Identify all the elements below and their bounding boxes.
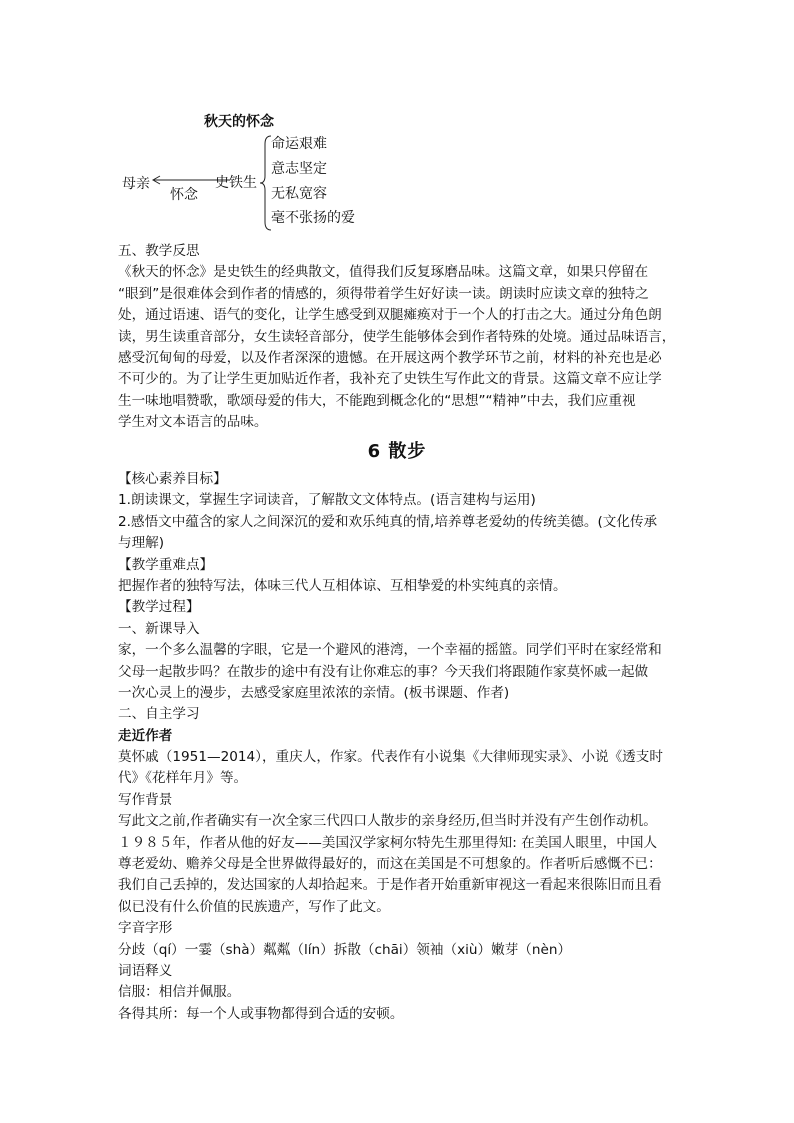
pinyin-line: 分歧（qí）一霎（shà）粼粼（lín）拆散（chāi）领袖（xiù）嫩芽（nèn） (118, 941, 572, 958)
diagram-title: 秋天的怀念 (204, 114, 274, 130)
reflection-line: 生一味地唱赞歌，歌颂母爱的伟大，不能跑到概念化的“思想”“精神”中去，我们应重视 (118, 392, 636, 409)
reflection-line: 感受沉甸甸的母爱，以及作者深深的遗憾。在开展这两个教学环节之前，材料的补充也是必 (118, 349, 662, 366)
reflection-section (118, 241, 684, 434)
lesson-line: 1.朗读课文，掌握生字词读音，了解散文文体特点。(语言建构与运用) (118, 492, 536, 509)
lesson-line: 尊老爱幼、赡养父母是全世界做得最好的，而这在美国是不可想象的。作者听后感慨不已： (118, 856, 662, 873)
lesson-line: 2.感悟文中蕴含的家人之间深沉的爱和欢乐纯真的情,培养尊老爱幼的传统美德。(文化传承 (118, 513, 658, 530)
subsection-label: 走近作者 (118, 727, 173, 744)
lesson-title: 6 散步 (367, 441, 427, 462)
reflection-heading: 五、教学反思 (118, 243, 200, 259)
subsection-label: 字音字形 (118, 920, 173, 937)
diagram-item: 无私宽容 (271, 186, 327, 202)
reflection-line: 学生对文本语言的品味。 (118, 414, 268, 431)
diagram-miss: 怀念 (170, 187, 198, 203)
diagram-item: 命运艰难 (271, 136, 327, 152)
lesson-line: 各得其所：每一个人或事物都得到合适的安顿。 (118, 1005, 404, 1022)
subsection-heading: 二、自主学习 (118, 706, 200, 723)
reflection-line: 《秋天的怀念》是史铁生的经典散文，值得我们反复琢磨品味。这篇文章，如果只停留在 (118, 264, 649, 281)
lesson-line: 一次心灵上的漫步，去感受家庭里浓浓的亲情。(板书课题、作者) (118, 684, 510, 701)
lesson-line: 把握作者的独特写法，体味三代人互相体谅、互相挚爱的朴实纯真的亲情。 (118, 577, 567, 594)
lesson-line: 与理解) (118, 535, 165, 552)
lesson-line: 写此文之前,作者确实有一次全家三代四口人散步的亲身经历,但当时并没有产生创作动机。 (118, 813, 657, 830)
diagram-item: 毫不张扬的爱 (271, 210, 355, 226)
diagram-author: 史铁生 (215, 175, 257, 191)
section-heading: 【核心素养目标】 (118, 471, 227, 487)
board-diagram (118, 108, 438, 228)
lesson-section (118, 469, 684, 1025)
reflection-line: 读，男生读重音部分，女生读轻音部分，使学生能够体会到作者特殊的处境。通过品味语言， (118, 328, 676, 345)
reflection-line: “眼到”是很难体会到作者的情感的，须得带着学生好好读一读。朗读时应读文章的独特之 (118, 285, 649, 302)
lesson-line: 我们自己丢掉的，发达国家的人却拾起来。于是作者开始重新审视这一看起来很陈旧而且看 (118, 877, 662, 894)
diagram-mother: 母亲 (122, 176, 150, 192)
lesson-line: １９８５年，作者从他的好友——美国汉学家柯尔特先生那里得知: 在美国人眼里，中国人 (118, 834, 658, 851)
subsection-heading: 一、新课导入 (118, 620, 200, 637)
reflection-line: 处，通过语速、语气的变化，让学生感受到双腿瘫痪对于一个人的打击之大。通过分角色朗 (118, 307, 662, 324)
lesson-line: 父母一起散步吗？在散步的途中有没有让你难忘的事？今天我们将跟随作家莫怀戚一起做 (118, 663, 649, 680)
reflection-line: 不可少的。为了让学生更加贴近作者，我补充了史铁生写作此文的背景。这篇文章不应让学 (118, 371, 662, 388)
section-heading: 【教学重难点】 (118, 556, 214, 573)
lesson-line: 家，一个多么温馨的字眼，它是一个避风的港湾，一个幸福的摇篮。同学们平时在家经常和 (118, 642, 662, 659)
section-heading: 【教学过程】 (118, 599, 200, 616)
lesson-line: 代》《花样年月》等。 (118, 770, 248, 787)
diagram-item: 意志坚定 (271, 161, 327, 177)
lesson-line: 似已没有什么价值的民族遗产，写作了此文。 (118, 898, 390, 915)
subsection-label: 词语释义 (118, 962, 173, 979)
subsection-label: 写作背景 (118, 791, 173, 808)
lesson-line: 莫怀戚（1951—2014），重庆人，作家。代表作有小说集《大律师现实录》、小说《透支时 (118, 749, 663, 766)
lesson-line: 信服：相信并佩服。 (118, 984, 241, 1001)
